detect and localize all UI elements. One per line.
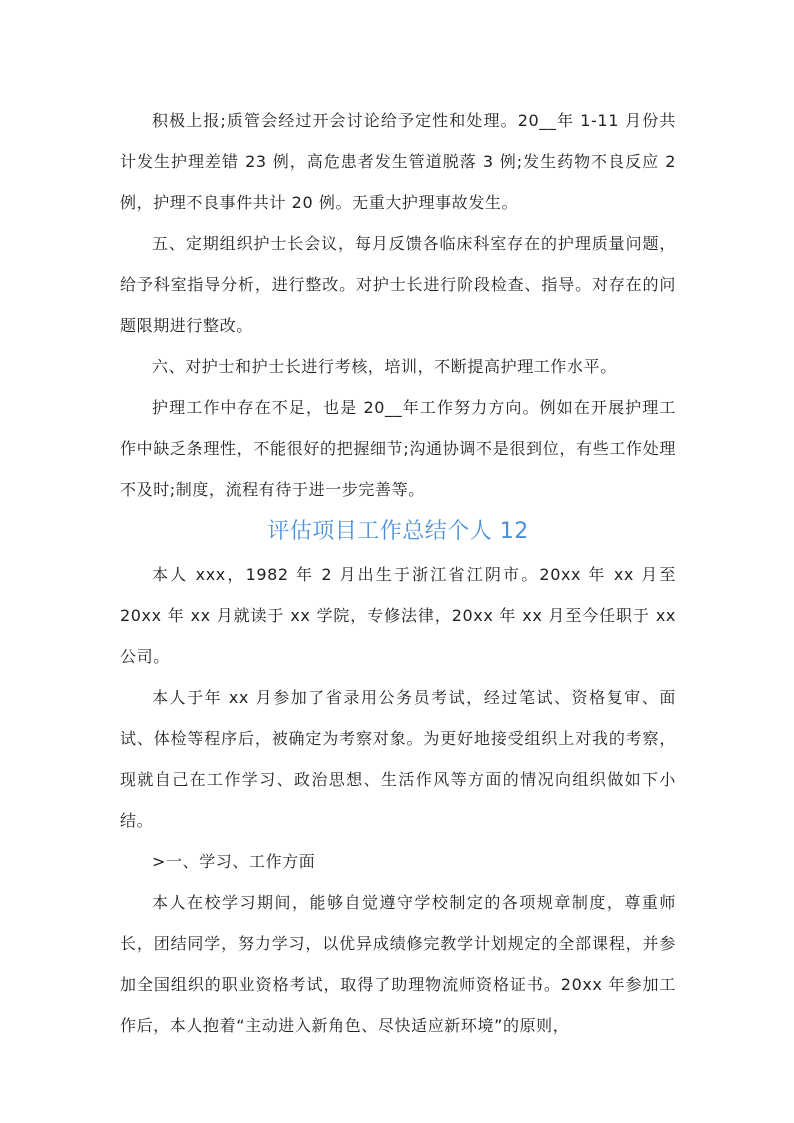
- section-title: 评估项目工作总结个人 12: [267, 519, 529, 544]
- paragraph: 本人在校学习期间，能够自觉遵守学校制定的各项规章制度，尊重师长，团结同学，努力学习，以优异成绩修完教学计划规定的全部课程，并参加全国组织的职业资格考试，取得了助理物流师资格证书。20xx 年参加工作后，本人抱着“主动进入新角色、尽快适应新环境”的原则，: [120, 893, 676, 1035]
- paragraph: 六、对护士和护士长进行考核，培训，不断提高护理工作水平。: [152, 357, 617, 376]
- paragraph: 本人 xxx，1982 年 2 月出生于浙江省江阴市。20xx 年 xx 月至 20xx 年 xx 月就读于 xx 学院，专修法律，20xx 年 xx 月至今任职于 xx 公司。: [120, 565, 676, 666]
- paragraph: 本人于年 xx 月参加了省录用公务员考试，经过笔试、资格复审、面试、体检等程序后，被确定为考察对象。为更好地接受组织上对我的考察，现就自己在工作学习、政治思想、生活作风等方面的情况向组织做如下小结。: [120, 688, 676, 830]
- paragraph: 积极上报;质管会经过开会讨论给予定性和处理。20__年 1-11 月份共计发生护理差错 23 例，高危患者发生管道脱落 3 例;发生药物不良反应 2 例，护理不良事件共计 20 例。无重大护理事故发生。: [120, 111, 676, 212]
- paragraph: 五、定期组织护士长会议，每月反馈各临床科室存在的护理质量问题，给予科室指导分析，进行整改。对护士长进行阶段检查、指导。对存在的问题限期进行整改。: [120, 234, 676, 335]
- paragraph: 护理工作中存在不足，也是 20__年工作努力方向。例如在开展护理工作中缺乏条理性，不能很好的把握细节;沟通协调不是很到位，有些工作处理不及时;制度，流程有待于进一步完善等。: [120, 398, 676, 499]
- document-body: [120, 100, 676, 1046]
- subheading: >一、学习、工作方面: [152, 852, 316, 871]
